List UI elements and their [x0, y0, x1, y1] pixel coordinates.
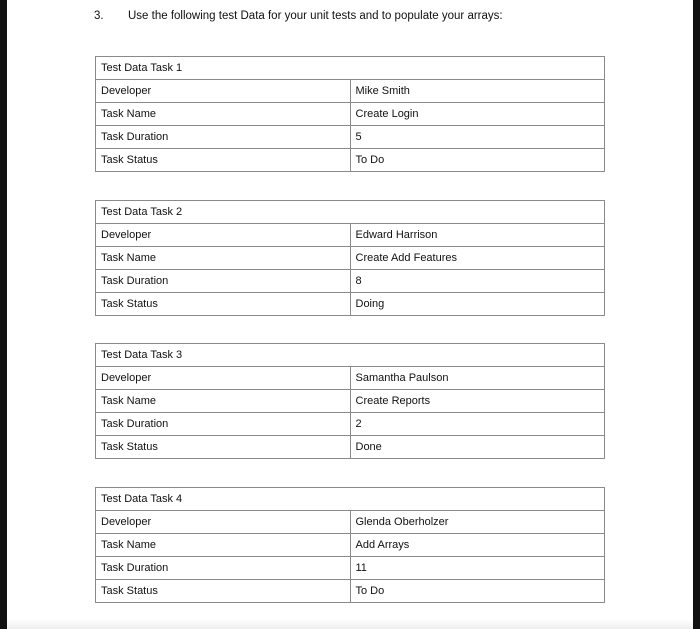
table-row	[96, 436, 605, 459]
row-value: Create Add Features	[350, 247, 605, 270]
row-label: Task Duration	[96, 126, 351, 149]
row-label: Developer	[96, 367, 351, 390]
row-label: Task Status	[96, 293, 351, 316]
table-row	[96, 126, 605, 149]
table-title: Test Data Task 3	[96, 344, 605, 367]
row-value: 8	[350, 270, 605, 293]
row-label: Developer	[96, 511, 351, 534]
row-value: Mike Smith	[350, 80, 605, 103]
row-value: 2	[350, 413, 605, 436]
table-row	[96, 511, 605, 534]
row-label: Task Duration	[96, 413, 351, 436]
table-title: Test Data Task 1	[96, 57, 605, 80]
row-value: 5	[350, 126, 605, 149]
table-title: Test Data Task 2	[96, 201, 605, 224]
instruction-number: 3.	[94, 10, 104, 22]
table-row	[96, 149, 605, 172]
row-label: Task Name	[96, 247, 351, 270]
row-value: 11	[350, 557, 605, 580]
table-title: Test Data Task 4	[96, 488, 605, 511]
row-label: Task Name	[96, 534, 351, 557]
row-value: Create Login	[350, 103, 605, 126]
test-data-task-3-table	[95, 343, 605, 459]
row-label: Task Status	[96, 436, 351, 459]
table-row	[96, 580, 605, 603]
row-value: Glenda Oberholzer	[350, 511, 605, 534]
row-value: Add Arrays	[350, 534, 605, 557]
table-row	[96, 270, 605, 293]
row-label: Task Name	[96, 390, 351, 413]
table-row	[96, 103, 605, 126]
row-label: Task Status	[96, 149, 351, 172]
row-value: Done	[350, 436, 605, 459]
table-row	[96, 367, 605, 390]
table-row	[96, 293, 605, 316]
page-edge-right	[693, 0, 700, 629]
page-edge-left	[0, 0, 7, 629]
table-row	[96, 413, 605, 436]
row-label: Developer	[96, 224, 351, 247]
table-row	[96, 390, 605, 413]
table-row	[96, 80, 605, 103]
instruction-heading	[94, 10, 503, 22]
table-row	[96, 534, 605, 557]
table-row	[96, 224, 605, 247]
table-row	[96, 557, 605, 580]
test-data-task-1-table	[95, 56, 605, 172]
row-value: Create Reports	[350, 390, 605, 413]
row-label: Task Duration	[96, 557, 351, 580]
instruction-text: Use the following test Data for your unit tests and to populate your arrays:	[128, 10, 503, 22]
table-row	[96, 247, 605, 270]
row-label: Task Duration	[96, 270, 351, 293]
page-bottom-shade	[7, 619, 693, 629]
row-value: Doing	[350, 293, 605, 316]
test-data-task-2-table	[95, 200, 605, 316]
row-value: Samantha Paulson	[350, 367, 605, 390]
row-label: Task Status	[96, 580, 351, 603]
row-value: Edward Harrison	[350, 224, 605, 247]
row-label: Task Name	[96, 103, 351, 126]
row-label: Developer	[96, 80, 351, 103]
row-value: To Do	[350, 580, 605, 603]
test-data-task-4-table	[95, 487, 605, 603]
row-value: To Do	[350, 149, 605, 172]
